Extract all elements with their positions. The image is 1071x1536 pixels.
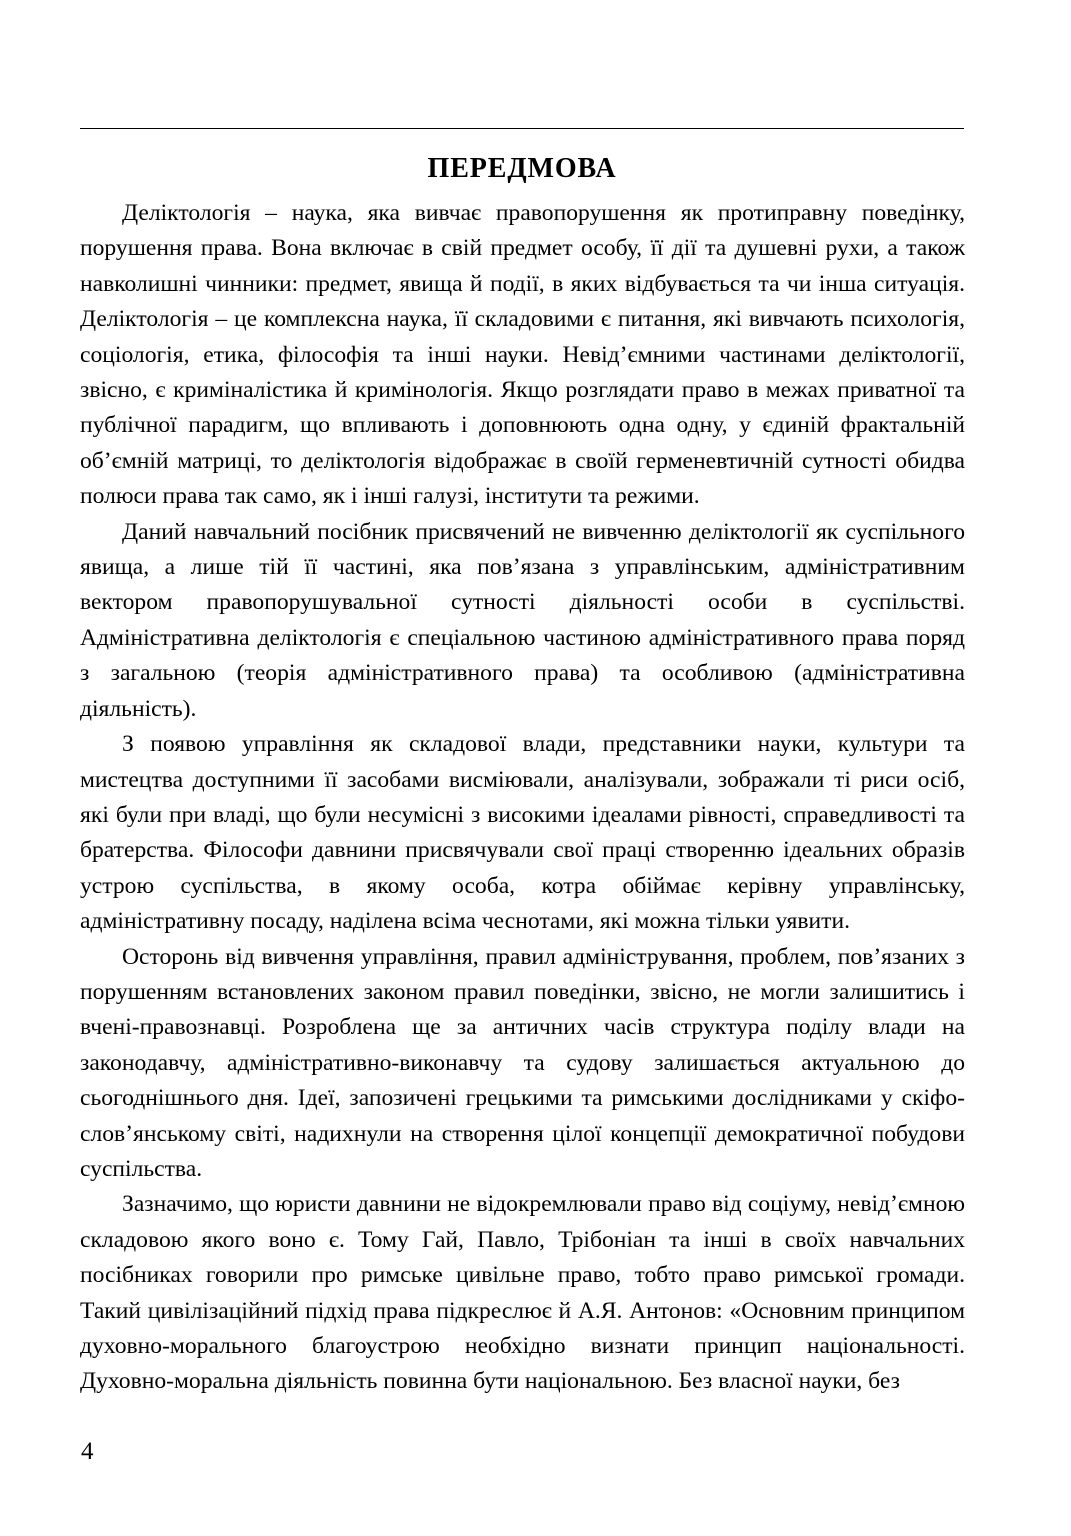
header-divider: [80, 128, 964, 129]
paragraph: З появою управління як складової влади, представники науки, культури та мистецтва доступними її засобами висміювали, аналізували, зображали ті риси осіб, які були при владі, що були несумісні з високими ідеалами рівності, справедливості та братерства. Філософи давнини присвячували свої праці створенню ідеальних образів устрою суспільства, в якому особа, котра обіймає керівну управлінську, адміністративну посаду, наділена всіма чеснотами, які можна тільки уявити.: [80, 731, 965, 935]
page-number: 4: [81, 1438, 94, 1465]
page-title: ПЕРЕДМОВА: [427, 152, 617, 184]
paragraph: Деліктологія – наука, яка вивчає правопорушення як протиправну поведінку, порушення права. Вона включає в свій предмет особу, її дії та душевні рухи, а також навколишні чинники: предмет, явища й події, в яких відбувається та чи інша ситуація. Деліктологія – це комплексна наука, її складовими є питання, які вивчають психологія, соціологія, етика, філософія та інші науки. Невід’ємними частинами деліктології, звісно, є криміналістика й кримінологія. Якщо розглядати право в межах приватної та публічної парадигм, що впливають і доповнюють одна одну, у єдиній фрактальній об’ємній матриці, то деліктологія відображає в своїй герменевтичній сутності обидва полюси права так само, як і інші галузі, інститути та режими.: [80, 200, 965, 510]
paragraph: Осторонь від вивчення управління, правил адміністрування, проблем, пов’язаних з порушенням встановлених законом правил поведінки, звісно, не могли залишитись і вчені-правознавці. Розроблена ще за античних часів структура поділу влади на законодавчу, адміністративно-виконавчу та судову залишається актуальною до сьогоднішнього дня. Ідеї, запозичені грецькими та римськими дослідниками у скіфо-слов’янському світі, надихнули на створення цілої концепції демократичної побудови суспільства.: [80, 943, 965, 1182]
body-text-block: [80, 196, 965, 1400]
paragraph: Даний навчальний посібник присвячений не вивченню деліктології як суспільного явища, а лише тій її частині, яка пов’язана з управлінським, адміністративним вектором правопорушувальної сутності діяльності особи в суспільстві. Адміністративна деліктологія є спеціальною частиною адміністративного права поряд з загальною (теорія адміністративного права) та особливою (адміністративна діяльність).: [80, 518, 965, 722]
paragraph: Зазначимо, що юристи давнини не відокремлювали право від соціуму, невід’ємною складовою якого воно є. Тому Гай, Павло, Трібоніан та інші в своїх навчальних посібниках говорили про римське цивільне право, тобто право римської громади. Такий цивілізаційний підхід права підкреслює й А.Я. Антонов: «Основним принципом духовно-морального благоустрою необхідно визнати принцип національності. Духовно-моральна діяльність повинна бути національною. Без власної науки, без: [80, 1191, 965, 1395]
